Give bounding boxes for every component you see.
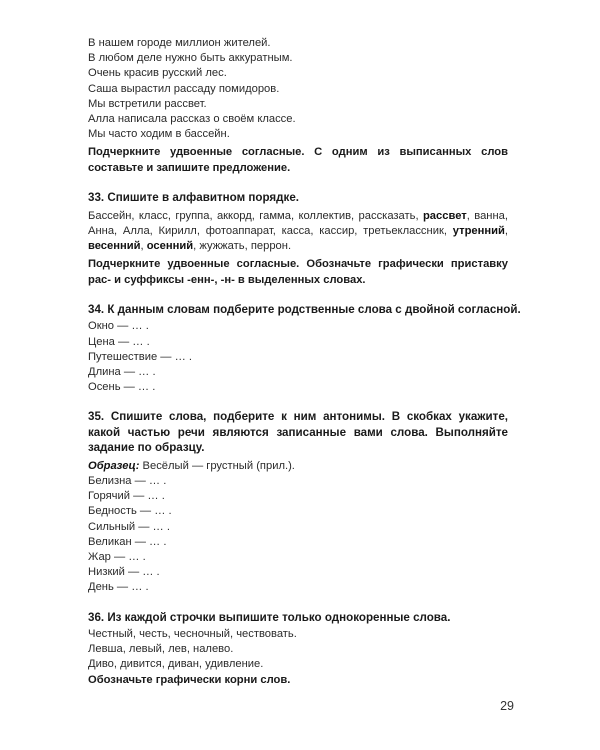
list-item: Путешествие — … . [88, 350, 192, 363]
task-35-title: 35. Спишите слова, подберите к ним антонимы. В скобках укажите, какой частью речи являются записанные вами слова. Выполняйте задание по образцу. [88, 410, 508, 455]
list-item: Левша, левый, лев, налево. [88, 643, 234, 656]
sentence: В любом деле нужно быть аккуратным. [88, 52, 293, 65]
list-item: Сильный — … . [88, 520, 170, 533]
task-33-instruction: Подчеркните удвоенные согласные. Обозначьте графически приставку рас- и суффиксы -енн-, -н- в выделенных словах. [88, 258, 508, 286]
task-34 [88, 302, 521, 395]
highlighted-word: утренний [452, 224, 505, 237]
words-part: Бассейн, класс, группа, аккорд, гамма, коллектив, рассказать, [88, 209, 419, 222]
sentence: Мы часто ходим в бассейн. [88, 128, 230, 141]
top-instruction: Подчеркните удвоенные согласные. С одним из выписанных слов составьте и запишите предложение. [88, 146, 508, 174]
sentence: Мы встретили рассвет. [88, 97, 207, 110]
top-sentences [88, 36, 508, 142]
task-34-title: 34. К данным словам подберите родственные слова с двойной согласной. [88, 303, 521, 317]
sentence: Алла написала рассказ о своём классе. [88, 113, 296, 126]
task-33 [88, 190, 508, 288]
highlighted-word: осенний [146, 240, 194, 253]
sentence: Саша вырастил рассаду помидоров. [88, 82, 280, 95]
sentence: Очень красив русский лес. [88, 67, 227, 80]
task-35 [88, 409, 508, 595]
list-item: День — … . [88, 581, 149, 594]
list-item: Окно — … . [88, 320, 149, 333]
page-content [88, 36, 521, 688]
highlighted-word: рассвет [422, 209, 467, 222]
task-36 [88, 610, 508, 688]
task-36-title: 36. Из каждой строчки выпишите только однокоренные слова. [88, 610, 451, 624]
words-part: , жужжать, перрон. [193, 240, 292, 253]
list-item: Диво, дивится, диван, удивление. [88, 658, 264, 671]
list-item: Низкий — … . [88, 566, 160, 579]
sample-label: Образец: [88, 459, 140, 472]
sentence: В нашем городе миллион жителей. [88, 37, 271, 49]
sample-line [88, 459, 508, 474]
words-part: , ванна, Анна, Алла, Кирилл, фотоаппарат, касса, кассир, третьеклассник, [88, 209, 508, 237]
list-item: Осень — … . [88, 381, 156, 394]
highlighted-word: весенний [88, 240, 141, 253]
list-item: Бедность — … . [88, 505, 172, 518]
separator: , [504, 224, 509, 237]
list-item: Длина — … . [88, 366, 156, 379]
list-item: Честный, честь, чесночный, чествовать. [88, 627, 297, 640]
sample-text: Весёлый — грустный (прил.). [142, 459, 295, 472]
task-33-title: 33. Спишите в алфавитном порядке. [88, 191, 300, 205]
task-33-words [88, 209, 508, 255]
list-item: Жар — … . [88, 550, 146, 563]
separator: , [140, 240, 144, 253]
list-item: Великан — … . [88, 535, 167, 548]
list-item: Белизна — … . [88, 474, 167, 487]
task-36-instruction: Обозначьте графически корни слов. [88, 673, 291, 686]
page-number: 29 [500, 699, 514, 713]
list-item: Горячий — … . [88, 490, 165, 503]
list-item: Цена — … . [88, 335, 150, 348]
